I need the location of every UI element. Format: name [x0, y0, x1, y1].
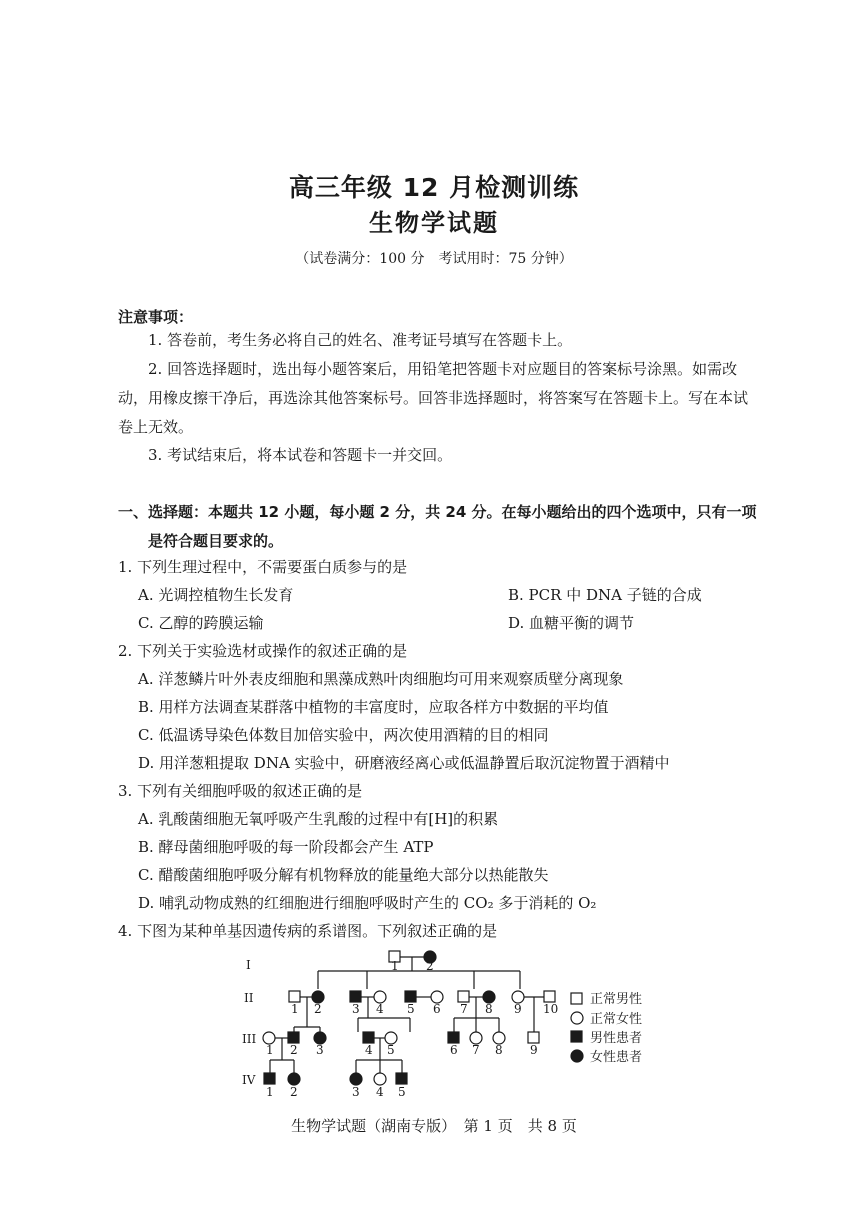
gen4-num-5: 5: [398, 1085, 406, 1099]
legend-normal-male-label: 正常男性: [590, 992, 643, 1007]
gen3-num-4: 4: [365, 1043, 373, 1057]
exam-subject: 生物学试题: [369, 209, 499, 237]
gen4-num-4: 4: [376, 1085, 384, 1099]
gen3-num-3: 3: [316, 1043, 324, 1057]
page-footer: 生物学试题（湖南专版） 第 1 页 共 8 页: [291, 1117, 577, 1135]
question-2-stem: 2. 下列关于实验选材或操作的叙述正确的是: [118, 642, 408, 660]
question-4-stem: 4. 下图为某种单基因遗传病的系谱图。下列叙述正确的是: [118, 922, 498, 940]
notice-heading: 注意事项：: [118, 308, 194, 326]
question-3-stem: 3. 下列有关细胞呼吸的叙述正确的是: [118, 782, 363, 800]
gen4-1-affected-male: [264, 1073, 275, 1084]
gen4-5-affected-male: [396, 1073, 407, 1084]
gen4-num-1: 1: [266, 1085, 274, 1099]
gen3-num-7: 7: [472, 1043, 480, 1057]
legend-normal-female-label: 正常女性: [590, 1012, 643, 1027]
gen3-num-9: 9: [530, 1043, 538, 1057]
gen2-num-7: 7: [460, 1002, 468, 1016]
legend-normal-male-symbol: [571, 993, 582, 1004]
question-3-option-a: A. 乳酸菌细胞无氧呼吸产生乳酸的过程中有[H]的积累: [138, 810, 499, 828]
gen4-4-normal-female: [374, 1073, 386, 1085]
gen2-3-affected-male: [350, 991, 361, 1002]
gen3-2-affected-male: [288, 1032, 299, 1043]
gen4-num-2: 2: [290, 1085, 298, 1099]
gen3-num-5: 5: [387, 1043, 395, 1057]
notice-item-2: 2. 回答选择题时，选出每小题答案后，用铅笔把答题卡对应题目的答案标号涂黑。如需改动，用橡皮擦干净后，再选涂其他答案标号。回答非选择题时，将答案写在答题卡上。写在本试卷上无效。: [118, 360, 749, 436]
gen3-num-6: 6: [450, 1043, 458, 1057]
gen-label-1: I: [246, 958, 251, 972]
gen2-7-normal-male: [458, 991, 469, 1002]
gen-label-4: IV: [242, 1073, 256, 1087]
question-2-option-c: C. 低温诱导染色体数目加倍实验中，两次使用酒精的目的相同: [138, 726, 549, 744]
gen1-num-1: 1: [391, 959, 399, 973]
gen2-num-10: 10: [543, 1002, 559, 1016]
question-3-option-b: B. 酵母菌细胞呼吸的每一阶段都会产生 ATP: [138, 838, 434, 856]
question-1-option-b: B. PCR 中 DNA 子链的合成: [508, 586, 702, 604]
gen3-4-affected-male: [363, 1032, 374, 1043]
legend-affected-male-symbol: [571, 1031, 582, 1042]
legend-affected-male-label: 男性患者: [590, 1031, 643, 1046]
gen2-num-9: 9: [514, 1002, 522, 1016]
gen3-num-2: 2: [290, 1043, 298, 1057]
question-1-option-a: A. 光调控植物生长发育: [138, 586, 294, 604]
exam-info: （试卷满分：100 分 考试用时：75 分钟）: [295, 251, 573, 267]
section-heading-line1: 一、选择题：本题共 12 小题，每小题 2 分，共 24 分。在每小题给出的四个选项中，只有一项: [118, 503, 757, 521]
gen3-6-affected-male: [448, 1032, 459, 1043]
gen-label-2: II: [244, 991, 254, 1005]
gen2-num-1: 1: [291, 1002, 299, 1016]
gen3-num-1: 1: [266, 1043, 274, 1057]
notice-item-1: 1. 答卷前，考生务必将自己的姓名、准考证号填写在答题卡上。: [148, 331, 573, 349]
gen1-num-2: 2: [426, 959, 434, 973]
question-2-option-b: B. 用样方法调查某群落中植物的丰富度时，应取各样方中数据的平均值: [138, 698, 609, 716]
question-2-option-d: D. 用洋葱粗提取 DNA 实验中，研磨液经离心或低温静置后取沉淀物置于酒精中: [138, 754, 670, 772]
question-3-option-d: D. 哺乳动物成熟的红细胞进行细胞呼吸时产生的 CO₂ 多于消耗的 O₂: [138, 894, 597, 912]
gen2-num-2: 2: [314, 1002, 322, 1016]
section-heading-line2: 是符合题目要求的。: [148, 532, 284, 550]
gen3-num-8: 8: [495, 1043, 503, 1057]
question-3-option-c: C. 醋酸菌细胞呼吸分解有机物释放的能量绝大部分以热能散失: [138, 866, 549, 884]
gen3-9-normal-male: [528, 1032, 539, 1043]
gen2-num-5: 5: [407, 1002, 415, 1016]
question-1-stem: 1. 下列生理过程中，不需要蛋白质参与的是: [118, 558, 408, 576]
gen2-num-3: 3: [352, 1002, 360, 1016]
legend-affected-female-label: 女性患者: [590, 1050, 643, 1065]
gen2-num-8: 8: [485, 1002, 493, 1016]
legend-affected-female-symbol: [571, 1050, 583, 1062]
gen2-num-4: 4: [376, 1002, 384, 1016]
gen4-2-affected-female: [288, 1073, 300, 1085]
gen4-3-affected-female: [350, 1073, 362, 1085]
gen2-num-6: 6: [433, 1002, 441, 1016]
gen-label-3: III: [242, 1032, 257, 1046]
notice-item-3: 3. 考试结束后，将本试卷和答题卡一并交回。: [148, 446, 453, 464]
question-1-option-d: D. 血糖平衡的调节: [508, 614, 635, 632]
exam-title: 高三年级 12 月检测训练: [288, 173, 580, 202]
gen2-1-normal-male: [289, 991, 300, 1002]
gen2-5-affected-male: [405, 991, 416, 1002]
gen2-10-normal-male: [544, 991, 555, 1002]
question-2-option-a: A. 洋葱鳞片叶外表皮细胞和黑藻成熟叶肉细胞均可用来观察质壁分离现象: [138, 670, 624, 688]
gen4-num-3: 3: [352, 1085, 360, 1099]
question-1-option-c: C. 乙醇的跨膜运输: [138, 614, 264, 632]
legend-normal-female-symbol: [571, 1012, 583, 1024]
